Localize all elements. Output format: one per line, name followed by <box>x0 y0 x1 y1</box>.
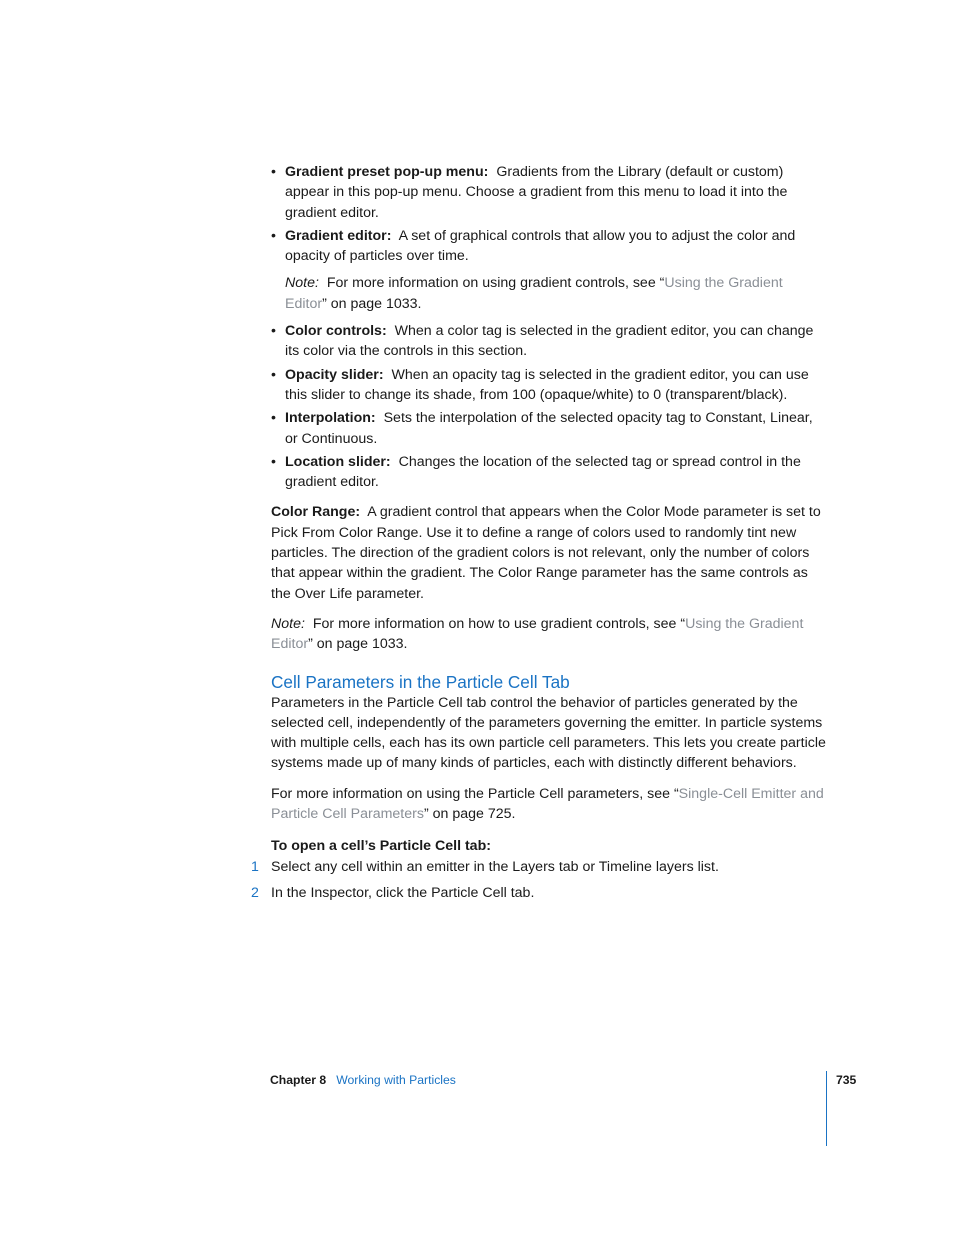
step-item <box>251 857 827 877</box>
item-text: Changes the location of the selected tag or spread control in the gradient editor. <box>285 453 801 491</box>
page-footer <box>270 1072 456 1088</box>
section-intro: Parameters in the Particle Cell tab control the behavior of particles generated by the selected cell, independently of the parameters governing the emitter. In particle systems with multiple cells, each has its own particle cell parameters. This lets you create particle systems made up of many kinds of particles, each with distinctly different behaviors. <box>271 694 826 772</box>
color-range-paragraph <box>271 502 827 603</box>
color-range-term: Color Range: <box>271 504 361 521</box>
step-item <box>251 883 827 903</box>
cross-reference-link[interactable]: Using the Gradient Editor <box>271 615 804 653</box>
task-heading: To open a cell’s Particle Cell tab: <box>271 838 491 855</box>
step-number: 1 <box>251 858 259 875</box>
step-list <box>251 857 827 904</box>
bullet-list-gradient <box>271 162 827 266</box>
section-heading: Cell Parameters in the Particle Cell Tab <box>271 671 570 692</box>
note-gradient-controls <box>285 273 827 314</box>
item-text: Sets the interpolation of the selected opacity tag to Constant, Linear, or Continuous. <box>285 410 813 447</box>
note-text-end: ” on page 1033. <box>308 636 408 653</box>
item-term: Opacity slider: <box>285 366 384 383</box>
item-term: Gradient editor: <box>285 227 392 244</box>
footer-divider <box>826 1071 827 1146</box>
page-number: 735 <box>836 1073 857 1087</box>
note-label: Note: <box>285 275 319 292</box>
more-info-paragraph <box>271 784 827 825</box>
item-text: A set of graphical controls that allow you to adjust the color and opacity of particles over time. <box>285 227 796 265</box>
list-item <box>271 365 827 406</box>
item-text: When a color tag is selected in the gradient editor, you can change its color via the controls in this section. <box>285 323 814 360</box>
step-text: Select any cell within an emitter in the Layers tab or Timeline layers list. <box>271 858 719 875</box>
bullet-list-controls <box>271 321 827 492</box>
more-info-text-end: ” on page 725. <box>423 806 516 823</box>
list-item <box>271 162 827 223</box>
chapter-title: Working with Particles <box>336 1073 456 1087</box>
page-content <box>251 162 827 909</box>
cross-reference-link[interactable]: Using the Gradient Editor <box>285 275 783 312</box>
chapter-label: Chapter 8 <box>270 1073 327 1087</box>
more-info-text: For more information on using the Particle Cell parameters, see “ <box>271 785 679 802</box>
note-gradient-how-to <box>271 614 827 655</box>
note-text: For more information on how to use gradient controls, see “ <box>312 615 686 632</box>
item-term: Color controls: <box>285 323 387 340</box>
list-item <box>271 321 827 362</box>
item-text: When an opacity tag is selected in the gradient editor, you can use this slider to change its shade, from 100 (opaque/white) to 0 (transparent/black). <box>285 366 809 403</box>
item-term: Gradient preset pop-up menu: <box>285 164 489 180</box>
color-range-text: A gradient control that appears when the Color Mode parameter is set to Pick From Color Range. Use it to define a range of colors used to randomly tint new particles. The direction of the gradient colors is not relevant, only the number of colors that appear within the gradient. The Color Range parameter has the same controls as the Over Life parameter. <box>271 504 821 602</box>
cross-reference-link[interactable]: Single-Cell Emitter and Particle Cell Parameters <box>271 785 824 823</box>
note-label: Note: <box>271 615 305 632</box>
note-text-end: ” on page 1033. <box>322 295 422 312</box>
list-item <box>271 226 827 267</box>
list-item <box>271 408 827 449</box>
step-text: In the Inspector, click the Particle Cell tab. <box>271 884 535 901</box>
item-text: Gradients from the Library (default or custom) appear in this pop-up menu. Choose a gradient from this menu to load it into the gradient editor. <box>285 164 788 221</box>
step-number: 2 <box>251 884 259 901</box>
item-term: Location slider: <box>285 453 391 470</box>
note-text: For more information on using gradient controls, see “ <box>326 275 665 292</box>
list-item <box>271 452 827 493</box>
item-term: Interpolation: <box>285 410 376 427</box>
